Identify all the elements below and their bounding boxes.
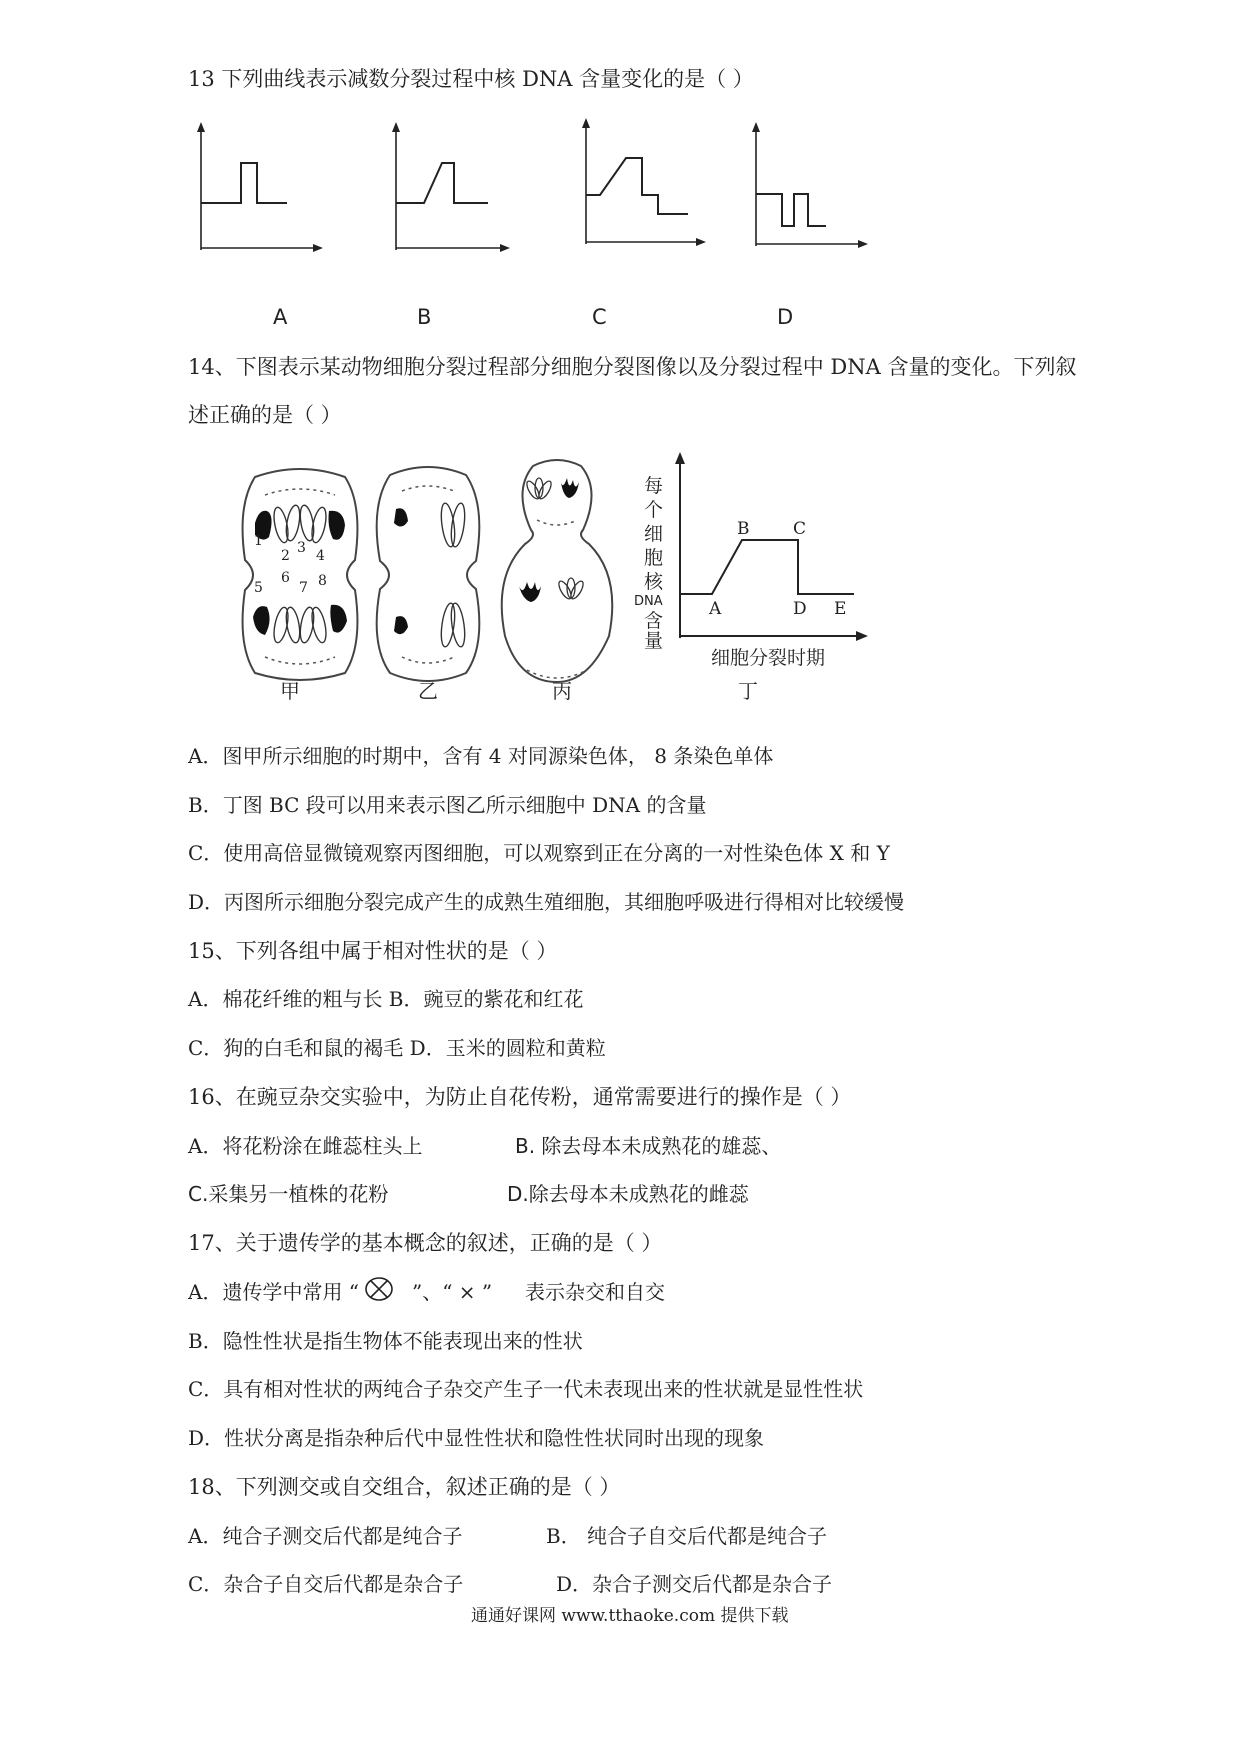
- cell-number-3: 3: [297, 540, 306, 556]
- q16-option-c: C.采集另一植株的花粉: [188, 1182, 389, 1206]
- q13-label-c: C: [592, 305, 607, 329]
- caption-yi: 乙: [418, 679, 438, 703]
- q13-stem: 13 下列曲线表示减数分裂过程中核 DNA 含量变化的是（ ）: [188, 67, 754, 91]
- q14-option-c: C．使用高倍显微镜观察丙图细胞，可以观察到正在分离的一对性染色体 X 和 Y: [188, 841, 890, 865]
- q15-options-line2: C．狗的白毛和鼠的褐毛 D．玉米的圆粒和黄粒: [188, 1036, 606, 1060]
- q16-option-a: A．将花粉涂在雌蕊柱头上: [188, 1134, 423, 1158]
- chart-ylabel-5: 核: [644, 571, 664, 593]
- chart-ylabel-2: 个: [644, 499, 664, 521]
- q14-stem-line2: 述正确的是（ ）: [188, 403, 342, 427]
- q18-option-b: B． 纯合子自交后代都是纯合子: [546, 1524, 828, 1548]
- q18-option-d: D．杂合子测交后代都是杂合子: [556, 1572, 833, 1596]
- q13-label-b: B: [417, 305, 432, 329]
- q18-option-a: A．纯合子测交后代都是纯合子: [188, 1524, 463, 1548]
- q17-option-b: B．隐性性状是指生物体不能表现出来的性状: [188, 1329, 583, 1353]
- q13-label-a: A: [273, 305, 288, 329]
- caption-jia: 甲: [280, 679, 300, 703]
- cell-number-8: 8: [318, 573, 327, 589]
- q17-option-a-prefix: A．遗传学中常用 “: [188, 1280, 360, 1304]
- caption-bing: 丙: [552, 679, 572, 703]
- q13-label-d: D: [777, 305, 794, 329]
- chart-ylabel-4: 胞: [644, 547, 664, 569]
- q14-option-d: D．丙图所示细胞分裂完成产生的成熟生殖细胞，其细胞呼吸进行得相对比较缓慢: [188, 890, 905, 914]
- chart-point-b: B: [737, 519, 750, 539]
- q13-graph-d: [750, 122, 870, 252]
- page-footer: 通通好课网 www.tthaoke.com 提供下载: [471, 1606, 789, 1626]
- dna-content-chart: [640, 450, 880, 670]
- cell-number-2: 2: [281, 548, 290, 564]
- q14-option-a: A．图甲所示细胞的时期中，含有 4 对同源染色体， 8 条染色单体: [188, 744, 774, 768]
- q17-option-c: C．具有相对性状的两纯合子杂交产生子一代未表现出来的性状就是显性性状: [188, 1377, 864, 1401]
- q14-option-b: B．丁图 BC 段可以用来表示图乙所示细胞中 DNA 的含量: [188, 793, 707, 817]
- cell-number-7: 7: [299, 580, 308, 596]
- chart-xlabel: 细胞分裂时期: [711, 647, 826, 669]
- chart-point-c: C: [793, 519, 807, 539]
- q18-option-c: C．杂合子自交后代都是杂合子: [188, 1572, 464, 1596]
- chart-ylabel-6: 含: [644, 610, 664, 632]
- cell-number-1: 1: [254, 533, 263, 549]
- chart-ylabel-1: 每: [644, 475, 664, 497]
- q15-stem: 15、下列各组中属于相对性状的是（ ）: [188, 939, 558, 963]
- q13-graph-c: [580, 118, 708, 248]
- cell-number-6: 6: [281, 570, 290, 586]
- q13-graph-a: [195, 122, 325, 252]
- q15-options-line1: A．棉花纤维的粗与长 B．豌豆的紫花和红花: [188, 987, 584, 1011]
- q17-option-d: D．性状分离是指杂种后代中显性性状和隐性性状同时出现的现象: [188, 1426, 765, 1450]
- q17-option-a-suffix: 表示杂交和自交: [525, 1280, 665, 1304]
- chart-ylabel-3: 细: [644, 523, 664, 545]
- q16-stem: 16、在豌豆杂交实验中，为防止自花传粉，通常需要进行的操作是（ ）: [188, 1085, 852, 1109]
- q18-stem: 18、下列测交或自交组合，叙述正确的是（ ）: [188, 1475, 621, 1499]
- caption-ding: 丁: [738, 679, 758, 703]
- q17-option-a-mid: ”、“ × ”: [412, 1280, 493, 1304]
- chart-ylabel-7: 量: [644, 630, 664, 652]
- chart-ylabel-dna: DNA: [634, 594, 663, 609]
- q17-stem: 17、关于遗传学的基本概念的叙述，正确的是（ ）: [188, 1231, 663, 1255]
- cell-jia-figure: [235, 465, 365, 685]
- q16-option-d: D.除去母本未成熟花的雌蕊: [507, 1182, 749, 1206]
- chart-point-e: E: [834, 599, 847, 619]
- cell-number-5: 5: [254, 580, 263, 596]
- chart-point-d: D: [793, 599, 807, 619]
- selfing-symbol-icon: [364, 1276, 394, 1302]
- q16-option-b: B. 除去母本未成熟花的雄蕊、: [515, 1134, 782, 1158]
- chart-point-a: A: [709, 599, 722, 619]
- q14-stem-line1: 14、下图表示某动物细胞分裂过程部分细胞分裂图像以及分裂过程中 DNA 含量的变化。下列叙: [188, 355, 1077, 379]
- cell-bing-figure: [497, 456, 617, 686]
- cell-yi-figure: [368, 465, 488, 685]
- cell-number-4: 4: [316, 548, 325, 564]
- q13-graph-b: [390, 122, 510, 252]
